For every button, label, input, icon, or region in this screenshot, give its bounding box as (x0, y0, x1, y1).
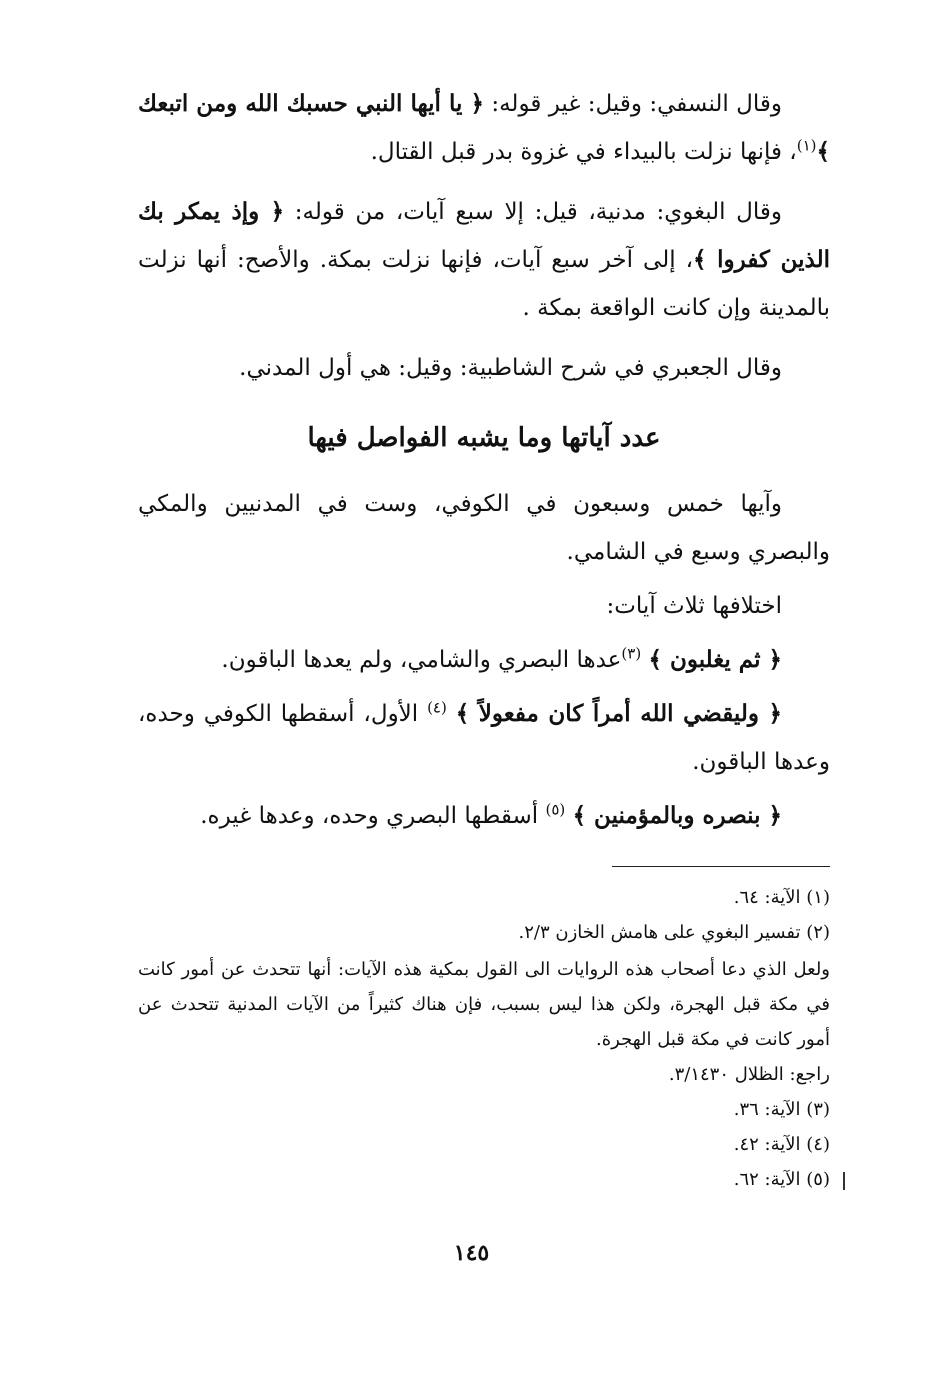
footnotes (138, 880, 830, 1197)
text: عدها البصري والشامي، ولم يعدها الباقون. (221, 647, 622, 673)
text: ، إلى آخر سبع آيات، فإنها نزلت بمكة. والأصح: أنها نزلت بالمدينة وإن كانت الواقعة بمكة . (138, 247, 830, 321)
footnote-ref: (٣) (621, 644, 642, 663)
text: أسقطها البصري وحده، وعدها غيره. (200, 803, 546, 829)
text: الأول، أسقطها الكوفي وحده، وعدها الباقون. (138, 701, 830, 775)
paragraph-nasafi (138, 80, 830, 176)
footnote-2-reference: راجع: الظلال ٣/١٤٣٠. (668, 1064, 830, 1085)
quran-quote: ﴿ وليقضي الله أمراً كان مفعولاً ﴾ (455, 700, 782, 727)
paragraph-verse-count: وآيها خمس وسبعون في الكوفي، وست في المدنيين والمكي والبصري وسبع في الشامي. (138, 491, 830, 565)
footnote-2: (٢) تفسير البغوي على هامش الخازن ٢/٣. (518, 922, 830, 943)
footnote-ref: (٥) (545, 800, 566, 819)
footnote-separator (612, 866, 830, 867)
verse-item-2 (138, 690, 830, 786)
footnote-1: (١) الآية: ٦٤. (733, 887, 830, 908)
text: ، فإنها نزلت بالبيداء في غزوة بدر قبل القتال. (370, 139, 797, 165)
quran-quote: ﴿ ثم يغلبون ﴾ (648, 646, 782, 673)
footnote-ref: (٤) (427, 698, 447, 717)
paragraph-jabari: وقال الجعبري في شرح الشاطبية: وقيل: هي أول المدني. (239, 355, 782, 381)
paragraph-differences: اختلافها ثلاث آيات: (606, 593, 782, 619)
paragraph-baghawi (138, 188, 830, 332)
footnote-ref: (١) (796, 136, 817, 155)
text: وقال النسفي: وقيل: غير قوله: (483, 91, 783, 117)
quran-quote: ﴿ بنصره وبالمؤمنين ﴾ (572, 802, 782, 829)
footnote-5: (٥) الآية: ٦٢. (733, 1169, 830, 1190)
verse-item-3 (138, 792, 830, 840)
verse-item-1 (138, 636, 830, 684)
text: وقال البغوي: مدنية، قيل: إلا سبع آيات، من قوله: (284, 199, 782, 225)
page-number: ١٤٥ (453, 1240, 490, 1266)
quran-quote: ﴿ يا أيها النبي حسبك الله ومن اتبعك ﴾ (138, 90, 830, 165)
quran-quote: ﴿ وإذ يمكر بك الذين كفروا ﴾ (138, 198, 830, 273)
section-heading: عدد آياتها وما يشبه الفواصل فيها (307, 423, 661, 453)
main-text (138, 80, 830, 846)
footnote-3: (٣) الآية: ٣٦. (733, 1099, 830, 1120)
margin-mark (843, 1172, 845, 1190)
footnote-4: (٤) الآية: ٤٢. (733, 1134, 830, 1155)
footnote-2-continuation: ولعل الذي دعا أصحاب هذه الروايات الى القول بمكية هذه الآيات: أنها تتحدث عن أمور كانت في مكة قبل الهجرة، ولكن هذا ليس بسبب، فإن هناك كثيراً من الآيات المدنية تتحدث عن أمور كانت في مكة قبل الهجرة. (138, 959, 830, 1050)
